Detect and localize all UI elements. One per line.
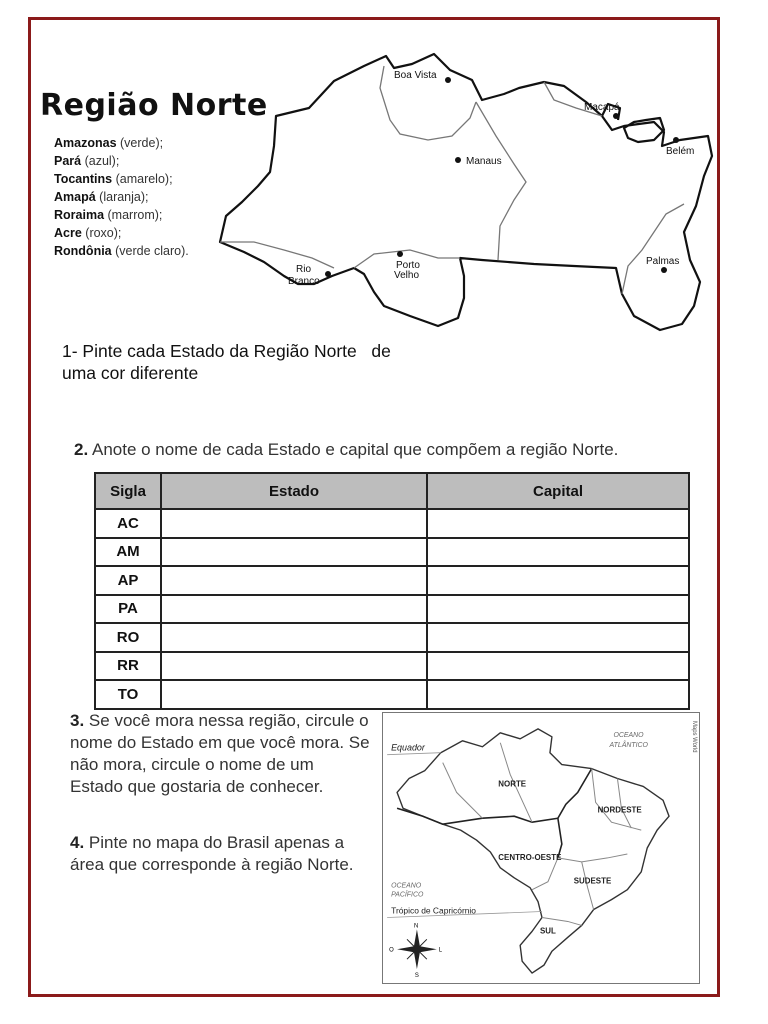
capital-answer-cell[interactable] bbox=[427, 538, 689, 567]
region-label-sul: SUL bbox=[540, 926, 556, 936]
ocean-label: ATLÂNTICO bbox=[609, 741, 648, 749]
sigla-cell: AC bbox=[95, 509, 161, 538]
sigla-cell: TO bbox=[95, 680, 161, 709]
tropic-label: Trópico de Capricórnio bbox=[391, 905, 477, 916]
table-row bbox=[95, 538, 689, 567]
question-number: 2. bbox=[74, 440, 89, 459]
ocean-label: OCEANO bbox=[613, 731, 644, 739]
capital-answer-cell[interactable] bbox=[427, 652, 689, 681]
estado-answer-cell[interactable] bbox=[161, 623, 427, 652]
column-header-estado: Estado bbox=[161, 473, 427, 509]
capital-answer-cell[interactable] bbox=[427, 509, 689, 538]
question-text: Anote o nome de cada Estado e capital que compõem a região Norte. bbox=[91, 440, 619, 459]
estado-answer-cell[interactable] bbox=[161, 509, 427, 538]
brazil-outline bbox=[397, 729, 669, 973]
region-label-sudeste: SUDESTE bbox=[573, 876, 612, 886]
legend-item: Acre (roxo); bbox=[54, 226, 122, 240]
color-legend bbox=[54, 134, 189, 260]
region-outline bbox=[220, 54, 712, 330]
table-row bbox=[95, 652, 689, 681]
compass-o: O bbox=[389, 947, 394, 954]
page-title: Região Norte bbox=[40, 88, 268, 123]
sigla-cell: AP bbox=[95, 566, 161, 595]
map-credit: Maps World bbox=[690, 720, 697, 753]
capital-label: Rio bbox=[296, 264, 312, 275]
region-label-norte: NORTE bbox=[498, 779, 527, 789]
legend-item: Rondônia (verde claro). bbox=[54, 244, 189, 258]
capital-answer-cell[interactable] bbox=[427, 595, 689, 624]
sigla-cell: PA bbox=[95, 595, 161, 624]
table-row bbox=[95, 566, 689, 595]
estado-answer-cell[interactable] bbox=[161, 566, 427, 595]
estado-answer-cell[interactable] bbox=[161, 595, 427, 624]
ocean-label: PACÍFICO bbox=[391, 891, 424, 899]
question-4 bbox=[70, 832, 370, 876]
sigla-cell: AM bbox=[95, 538, 161, 567]
question-1-line-2: uma cor diferente bbox=[62, 363, 199, 383]
table-row bbox=[95, 509, 689, 538]
estado-answer-cell[interactable] bbox=[161, 652, 427, 681]
question-text: Pinte no mapa do Brasil apenas a área que corresponde à região Norte. bbox=[70, 833, 354, 874]
compass-n: N bbox=[413, 923, 419, 930]
compass-rose-icon bbox=[389, 923, 443, 979]
question-number: 3. bbox=[70, 711, 85, 730]
capital-label: Macapá bbox=[584, 102, 620, 113]
question-1 bbox=[62, 340, 391, 384]
question-2 bbox=[74, 440, 618, 460]
question-1-line-1: 1- Pinte cada Estado da Região Norte de bbox=[62, 341, 391, 361]
capital-answer-cell[interactable] bbox=[427, 680, 689, 709]
legend-item: Amazonas (verde); bbox=[54, 136, 164, 150]
sigla-cell: RO bbox=[95, 623, 161, 652]
capital-label: Belém bbox=[666, 146, 695, 157]
capital-label: Boa Vista bbox=[394, 70, 437, 81]
compass-s: S bbox=[414, 973, 419, 980]
table-row bbox=[95, 680, 689, 709]
states-table bbox=[94, 472, 690, 710]
ocean-label: OCEANO bbox=[391, 882, 422, 890]
brazil-regions-map bbox=[382, 712, 700, 984]
column-header-sigla: Sigla bbox=[95, 473, 161, 509]
table-row bbox=[95, 623, 689, 652]
legend-item: Roraima (marrom); bbox=[54, 208, 163, 222]
sigla-cell: RR bbox=[95, 652, 161, 681]
table-header-row bbox=[95, 473, 689, 509]
capital-answer-cell[interactable] bbox=[427, 623, 689, 652]
legend-item: Amapá (laranja); bbox=[54, 190, 149, 204]
capital-label: Manaus bbox=[466, 156, 502, 167]
legend-item: Tocantins (amarelo); bbox=[54, 172, 173, 186]
capital-label: Porto bbox=[396, 260, 420, 271]
compass-l: L bbox=[438, 947, 443, 954]
north-region-map bbox=[214, 36, 714, 336]
capital-answer-cell[interactable] bbox=[427, 566, 689, 595]
table-row bbox=[95, 595, 689, 624]
legend-item: Pará (azul); bbox=[54, 154, 120, 168]
question-number: 4. bbox=[70, 833, 85, 852]
question-text: Se você mora nessa região, circule o nome do Estado em que você mora. Se não mora, circule o nome de um Estado que gostaria de conhecer. bbox=[70, 711, 370, 796]
estado-answer-cell[interactable] bbox=[161, 680, 427, 709]
capital-label: Branco bbox=[288, 276, 320, 287]
region-label-centro-oeste: CENTRO-OESTE bbox=[498, 852, 562, 862]
column-header-capital: Capital bbox=[427, 473, 689, 509]
region-label-nordeste: NORDESTE bbox=[597, 805, 642, 815]
estado-answer-cell[interactable] bbox=[161, 538, 427, 567]
capital-label: Velho bbox=[394, 270, 420, 281]
equator-label: Equador bbox=[391, 742, 425, 753]
capital-label: Palmas bbox=[646, 256, 680, 267]
question-3 bbox=[70, 710, 370, 798]
